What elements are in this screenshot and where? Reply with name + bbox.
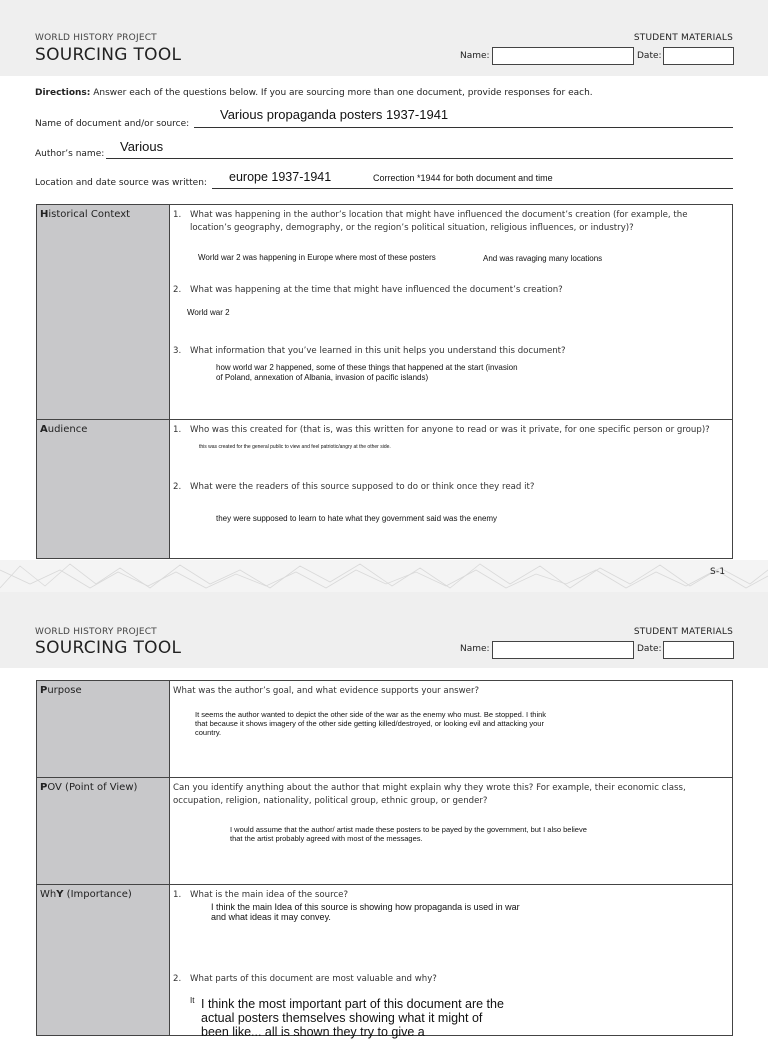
doc-name-value[interactable]: Various propaganda posters 1937-1941: [220, 107, 449, 122]
directions: [35, 88, 593, 98]
pov-a[interactable]: I would assume that the author/ artist made these posters to be payed by the government, but I also believe that the artist probably agreed with most of the messages.: [230, 825, 587, 843]
audience-cell[interactable]: [170, 420, 733, 559]
why-a1[interactable]: I think the main Idea of this source is showing how propaganda is used in war and what ideas it may convey.: [211, 902, 520, 922]
page1-number: S-1: [710, 567, 726, 577]
location-line: [212, 188, 733, 189]
why-a2[interactable]: I think the most important part of this document are the actual posters themselves showing what it might of been like... all is shown they try to give a: [201, 997, 504, 1039]
aud-q1: Who was this created for (that is, was this written for anyone to read or was it private, for one specific person or group)?: [190, 425, 710, 435]
why-label: [37, 885, 170, 1036]
page2-date-field[interactable]: [663, 641, 734, 659]
purpose-cell[interactable]: [170, 681, 733, 778]
aud-a1[interactable]: this was created for the general public to view and feel patriotic/angry at the other side.: [199, 444, 391, 450]
page1-student-materials: STUDENT MATERIALS: [633, 33, 733, 43]
pov-row: [37, 778, 733, 885]
hist-a2[interactable]: World war 2: [187, 308, 230, 317]
audience-label-rest: udience: [47, 424, 88, 435]
page1-sourcing-table: [36, 204, 733, 559]
doc-name-label: Name of document and/or source:: [35, 119, 190, 129]
why-q2: What parts of this document are most valuable and why?: [190, 974, 437, 984]
hist-q2: What was happening at the time that might have influenced the document’s creation?: [190, 285, 563, 295]
page2-student-materials: STUDENT MATERIALS: [633, 627, 733, 637]
why-cell[interactable]: [170, 885, 733, 1039]
pov-cell[interactable]: [170, 778, 733, 885]
page1-name-label: Name:: [460, 51, 490, 61]
author-label: Author’s name:: [35, 149, 105, 159]
why-q1: What is the main idea of the source?: [190, 890, 349, 900]
hist-q2-num: 2.: [173, 285, 182, 295]
purpose-row: [37, 681, 733, 778]
page2-name-field[interactable]: [492, 641, 634, 659]
page2-date-label: Date:: [637, 644, 662, 654]
pov-label-first: P: [40, 782, 48, 793]
page1-tool-title: SOURCING TOOL: [35, 45, 182, 65]
page2-name-label: Name:: [460, 644, 490, 654]
hist-q1-num: 1.: [173, 210, 182, 220]
author-value[interactable]: Various: [120, 139, 164, 154]
purpose-a[interactable]: It seems the author wanted to depict the other side of the war as the enemy who must. Be stopped. I think that because it shows imagery of the other side getting killed/destroyed, or looking evil and attacking your country.: [195, 710, 547, 737]
hist-q3-num: 3.: [173, 346, 182, 356]
hist-a1b[interactable]: And was ravaging many locations: [483, 254, 603, 263]
why-label-a: Wh: [40, 889, 57, 900]
aud-a2[interactable]: they were supposed to learn to hate what they government said was the enemy: [216, 514, 498, 523]
why-q2-num: 2.: [173, 974, 182, 984]
page2-project-label: WORLD HISTORY PROJECT: [35, 627, 157, 637]
purpose-label: [37, 681, 170, 778]
directions-text: Answer each of the questions below. If you are sourcing more than one document, provide responses for each.: [90, 88, 593, 98]
aud-q2: What were the readers of this source supposed to do or think once they read it?: [190, 482, 535, 492]
aud-q2-num: 2.: [173, 482, 182, 492]
location-note: Correction *1944 for both document and time: [373, 173, 553, 183]
audience-row: [37, 420, 733, 559]
hist-q1: What was happening in the author’s location that might have influenced the document’s creation (for example, the location’s geography, demography, or the region’s political situation, religious influences, or industry)?: [190, 210, 688, 233]
purpose-label-first: P: [40, 685, 48, 696]
page1-footer-pattern: [0, 560, 768, 592]
page1-name-field[interactable]: [492, 47, 634, 65]
why-label-b: Y: [56, 889, 64, 900]
historical-label-first: H: [40, 209, 49, 220]
audience-label-first: A: [40, 424, 48, 435]
hist-a3[interactable]: how world war 2 happened, some of these things that happened at the start (invasion of Poland, annexation of Albania, invasion of pacific islands): [216, 363, 518, 382]
hist-q3: What information that you’ve learned in this unit helps you understand this document?: [190, 346, 566, 356]
pov-label-rest: OV (Point of View): [47, 782, 138, 793]
purpose-label-rest: urpose: [47, 685, 82, 696]
why-q1-num: 1.: [173, 890, 182, 900]
page1-date-label: Date:: [637, 51, 662, 61]
directions-bold: Directions:: [35, 88, 91, 98]
author-line: [106, 158, 733, 159]
location-label: Location and date source was written:: [35, 178, 207, 188]
hist-a1a[interactable]: World war 2 was happening in Europe where most of these posters: [198, 253, 436, 262]
page2-sourcing-table: [36, 680, 733, 1039]
historical-context-cell[interactable]: [170, 205, 733, 420]
why-a2-prefix: It: [190, 996, 195, 1005]
doc-name-line: [194, 127, 733, 128]
pov-label: [37, 778, 170, 885]
historical-context-label: [37, 205, 170, 420]
location-value[interactable]: europe 1937-1941: [229, 170, 332, 184]
purpose-q: What was the author’s goal, and what evidence supports your answer?: [173, 686, 480, 696]
historical-context-row: [37, 205, 733, 420]
pov-q: Can you identify anything about the author that might explain why they wrote this? For example, their economic class, occupation, religion, nationality, political group, ethnic group, or gender?: [173, 783, 686, 806]
why-label-c: (Importance): [63, 889, 132, 900]
aud-q1-num: 1.: [173, 425, 182, 435]
why-row: [37, 885, 733, 1036]
page1-project-label: WORLD HISTORY PROJECT: [35, 33, 157, 43]
page2-tool-title: SOURCING TOOL: [35, 638, 182, 658]
historical-label-rest: istorical Context: [48, 209, 131, 220]
page1-date-field[interactable]: [663, 47, 734, 65]
audience-label: [37, 420, 170, 559]
